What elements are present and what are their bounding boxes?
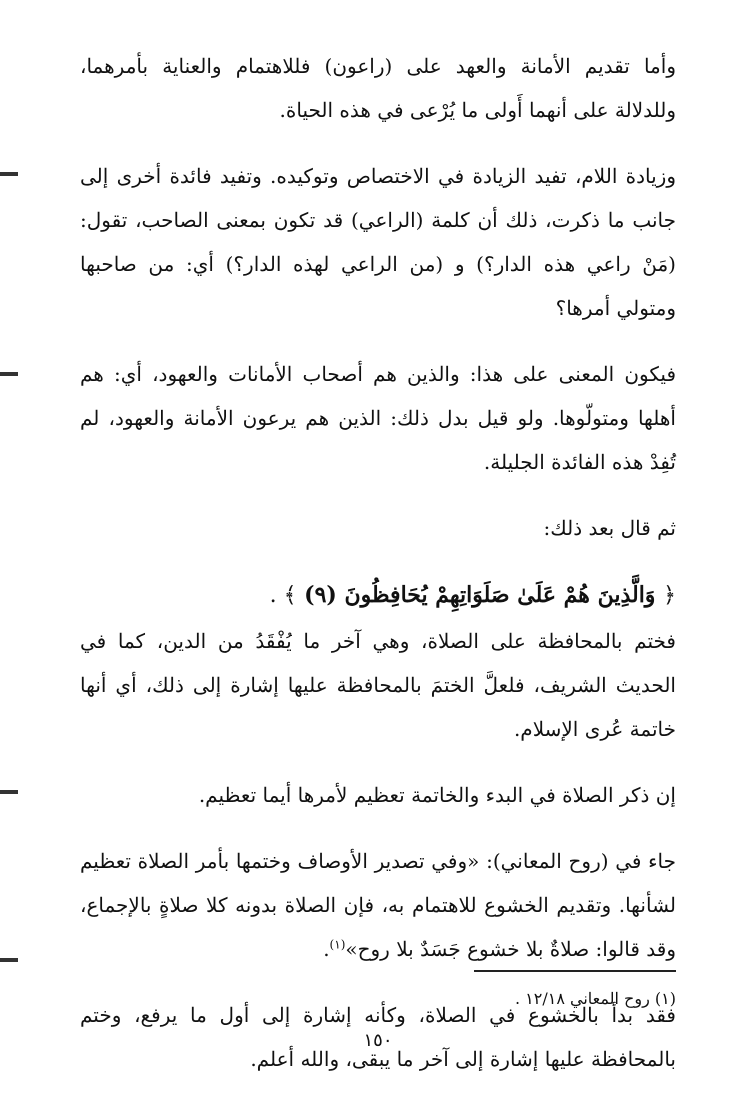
scan-edge-mark [0,372,18,376]
quran-verse [80,572,676,619]
scan-edge-mark [0,172,18,176]
verse-number-value: ٩ [314,582,327,608]
paragraph-5: فختم بالمحافظة على الصلاة، وهي آخر ما يُفْقَدُ من الدين، كما في الحديث الشريف، فلعلَّ الختمَ بالمحافظة عليها إشارة إلى ذلك، أي أنها خاتمة عُرى الإسلام. [80,629,676,741]
verse-close-bracket: ﴾ . [269,583,297,608]
footnote-reference: (١) [329,937,346,952]
paragraph-2: وزيادة اللام، تفيد الزيادة في الاختصاص وتوكيده. وتفيد فائدة أخرى إلى جانب ما ذكرت، ذلك أن كلمة (الراعي) قد تكون بمعنى الصاحب، تقول: (مَنْ راعي هذه الدار؟) و (من الراعي لهذه الدار؟) أي: من صاحبها ومتولي أمرها؟ [80,164,676,320]
paragraph-8: فقد بدأ بالخشوع في الصلاة، وكأنه إشارة إلى أول ما يرفع، وختم بالمحافظة عليها إشارة إلى آخر ما يبقى، والله أعلم. [80,1003,676,1071]
scan-edge-mark [0,790,18,794]
verse-number: (٩) [304,582,337,608]
paragraph-7 [80,839,676,971]
page-number: ١٥٠ [363,1030,393,1051]
footnote-divider [474,970,676,972]
verse-open-bracket: ﴿ [663,583,676,608]
page-body [80,44,676,1081]
footnote: (١) روح المعاني ١٢/١٨ . [514,989,676,1008]
verse-text: وَالَّذِينَ هُمْ عَلَىٰ صَلَوَاتِهِمْ يُحَافِظُونَ [344,582,656,608]
paragraph-7-text: جاء في (روح المعاني): «وفي تصدير الأوصاف وختمها بأمر الصلاة تعظيم لشأنها. وتقديم الخشوع للاهتمام به، فإن الصلاة بدونه كلا صلاةٍ بالإجماع، وقد قالوا: صلاةٌ بلا خشوع جَسَدٌ بلا روح» [80,849,676,961]
paragraph-4: ثم قال بعد ذلك: [543,516,676,540]
scan-edge-mark [0,958,18,962]
paragraph-6: إن ذكر الصلاة في البدء والخاتمة تعظيم لأمرها أيما تعظيم. [198,783,676,807]
quote-end: . [323,937,330,961]
paragraph-3: فيكون المعنى على هذا: والذين هم أصحاب الأمانات والعهود، أي: هم أهلها ومتولّوها. ولو قيل بدل ذلك: الذين هم يرعون الأمانة والعهود، لم تُفِدْ هذه الفائدة الجليلة. [80,362,676,474]
paragraph-1: وأما تقديم الأمانة والعهد على (راعون) فللاهتمام والعناية بأمرهما، وللدلالة على أنهما أَولى ما يُرْعى في هذه الحياة. [80,54,676,122]
